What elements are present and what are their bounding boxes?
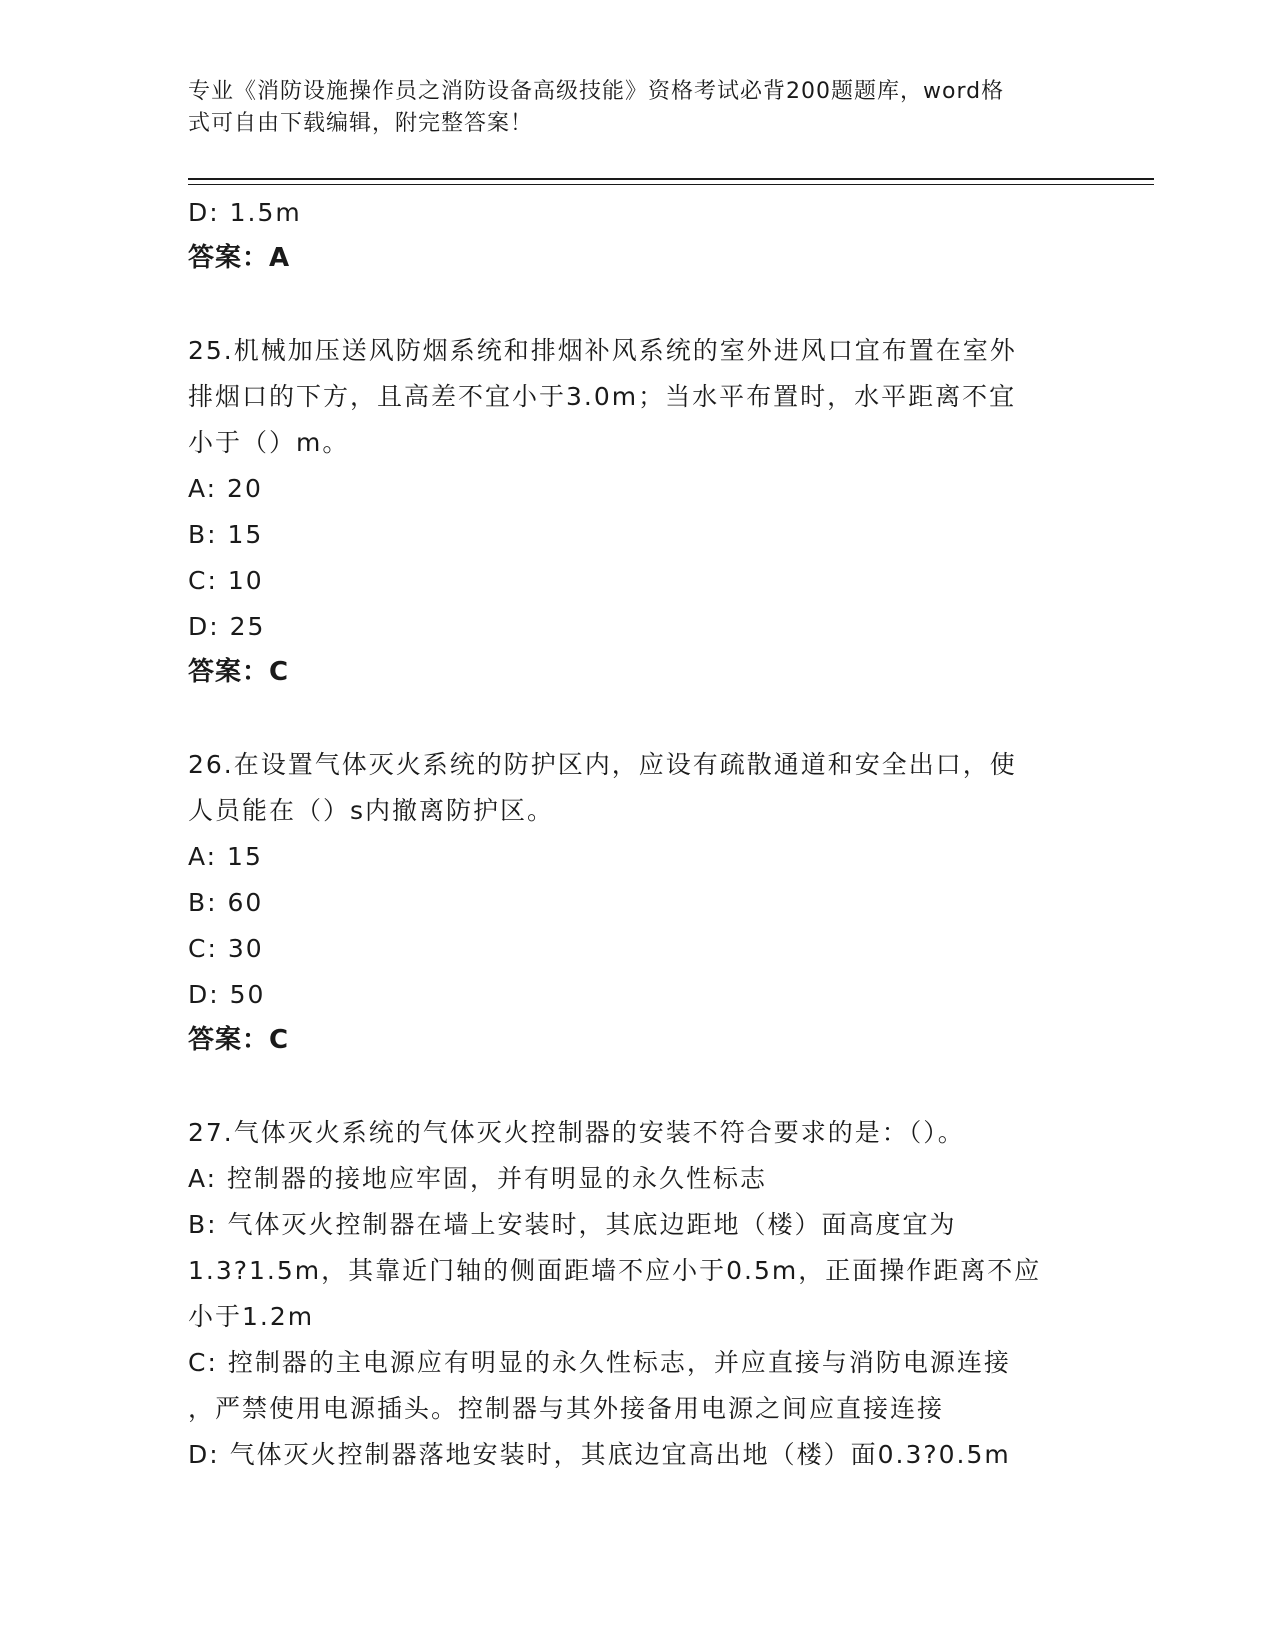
option-c: C: 10 <box>188 566 264 595</box>
option-d: D: 25 <box>188 612 266 641</box>
option-b-continued: 小于1.2m <box>188 1302 315 1331</box>
header-rule-thick <box>188 178 1154 180</box>
previous-question-tail <box>188 190 1088 280</box>
header-line-1: 专业《消防设施操作员之消防设备高级技能》资格考试必背200题题库，word格 <box>188 79 1005 104</box>
question-25 <box>188 328 1088 694</box>
question-text: 27.气体灭火系统的气体灭火控制器的安装不符合要求的是：（）。 <box>188 1118 965 1147</box>
option-a: A: 15 <box>188 842 263 871</box>
answer: 答案：C <box>188 1025 290 1055</box>
option-d: D: 50 <box>188 980 266 1009</box>
question-text: 排烟口的下方，且高差不宜小于3.0m；当水平布置时，水平距离不宜 <box>188 382 1017 411</box>
header-rule-thin <box>188 184 1154 185</box>
option-d: D: 气体灭火控制器落地安装时，其底边宜高出地（楼）面0.3?0.5m <box>188 1440 1011 1469</box>
option-c: C: 控制器的主电源应有明显的永久性标志，并应直接与消防电源连接 <box>188 1348 1011 1377</box>
option-a: A: 20 <box>188 474 263 503</box>
question-26 <box>188 742 1088 1062</box>
option-b: B: 60 <box>188 888 264 917</box>
option-c: C: 30 <box>188 934 264 963</box>
option-b: B: 气体灭火控制器在墙上安装时，其底边距地（楼）面高度宜为 <box>188 1210 957 1239</box>
question-text: 26.在设置气体灭火系统的防护区内，应设有疏散通道和安全出口，使 <box>188 750 1017 779</box>
document-header <box>188 76 1068 140</box>
question-text: 人员能在（）s内撤离防护区。 <box>188 796 555 825</box>
answer: 答案：C <box>188 657 290 687</box>
option-d: D: 1.5m <box>188 198 302 227</box>
option-b-continued: 1.3?1.5m，其靠近门轴的侧面距墙不应小于0.5m，正面操作距离不应 <box>188 1256 1042 1285</box>
answer: 答案：A <box>188 243 291 273</box>
option-a: A: 控制器的接地应牢固，并有明显的永久性标志 <box>188 1164 768 1193</box>
question-text: 小于（）m。 <box>188 428 350 457</box>
question-text: 25.机械加压送风防烟系统和排烟补风系统的室外进风口宜布置在室外 <box>188 336 1017 365</box>
header-line-2: 式可自由下载编辑，附完整答案！ <box>188 111 534 136</box>
option-b: B: 15 <box>188 520 264 549</box>
question-27 <box>188 1110 1088 1478</box>
document-body <box>188 190 1088 1478</box>
option-c-continued: ，严禁使用电源插头。控制器与其外接备用电源之间应直接连接 <box>188 1394 945 1423</box>
